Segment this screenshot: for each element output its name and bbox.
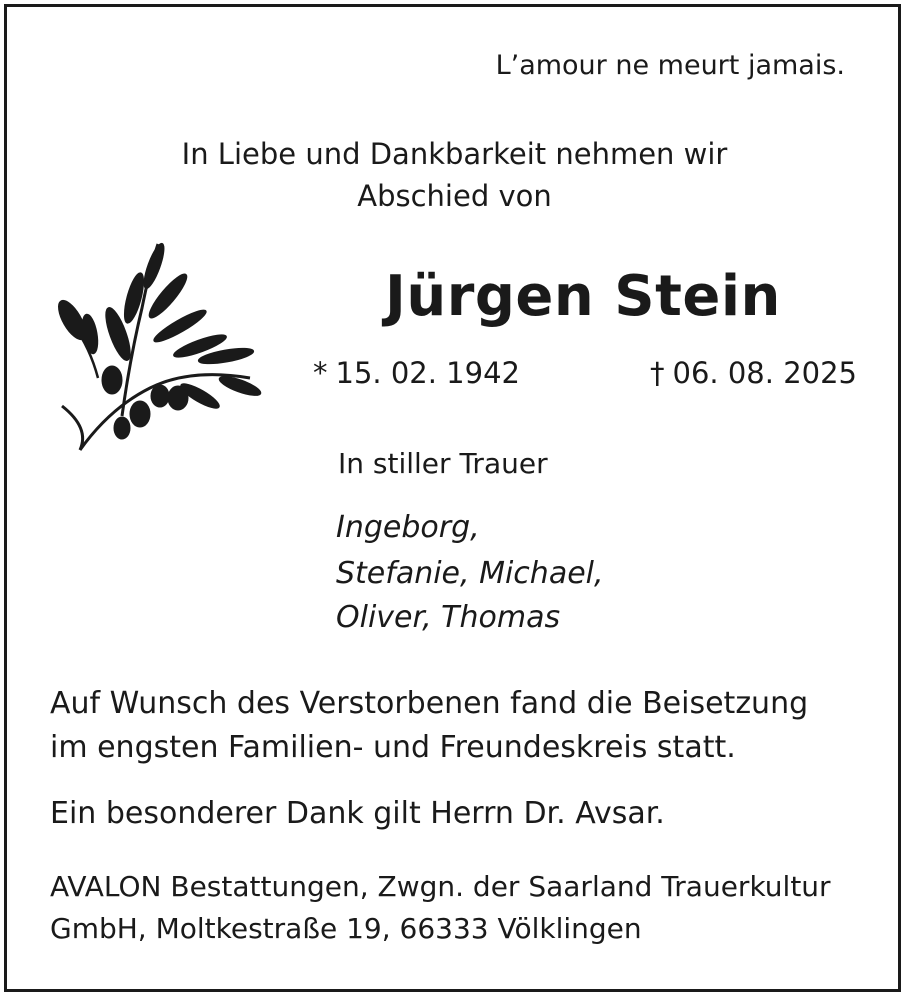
olive-branch-icon [50, 238, 270, 458]
motto: L’amour ne meurt jamais. [495, 50, 845, 81]
family-line: Stefanie, Michael, [336, 556, 604, 591]
family-line: Ingeborg, [336, 510, 480, 545]
burial-note-line-1: Auf Wunsch des Verstorbenen fand die Beisetzung [50, 686, 809, 721]
burial-note-line-2: im engsten Familien- und Freundeskreis statt. [50, 730, 736, 765]
birth-date-line [313, 356, 520, 390]
birth-symbol: * [313, 356, 328, 390]
deceased-name: Jürgen Stein [385, 264, 781, 329]
birth-date: 15. 02. 1942 [335, 356, 520, 390]
death-symbol: † [650, 356, 665, 390]
mourning-heading: In stiller Trauer [338, 447, 548, 480]
undertaker-line-2: GmbH, Moltkestraße 19, 66333 Völklingen [50, 912, 642, 945]
thanks-note: Ein besonderer Dank gilt Herrn Dr. Avsar. [50, 796, 665, 831]
intro-line-2: Abschied von [357, 179, 552, 213]
death-date-line [650, 356, 857, 390]
intro-line-1: In Liebe und Dankbarkeit nehmen wir [181, 137, 728, 171]
death-date: 06. 08. 2025 [672, 356, 857, 390]
family-line: Oliver, Thomas [336, 600, 561, 635]
undertaker-line-1: AVALON Bestattungen, Zwgn. der Saarland Trauerkultur [50, 870, 831, 903]
